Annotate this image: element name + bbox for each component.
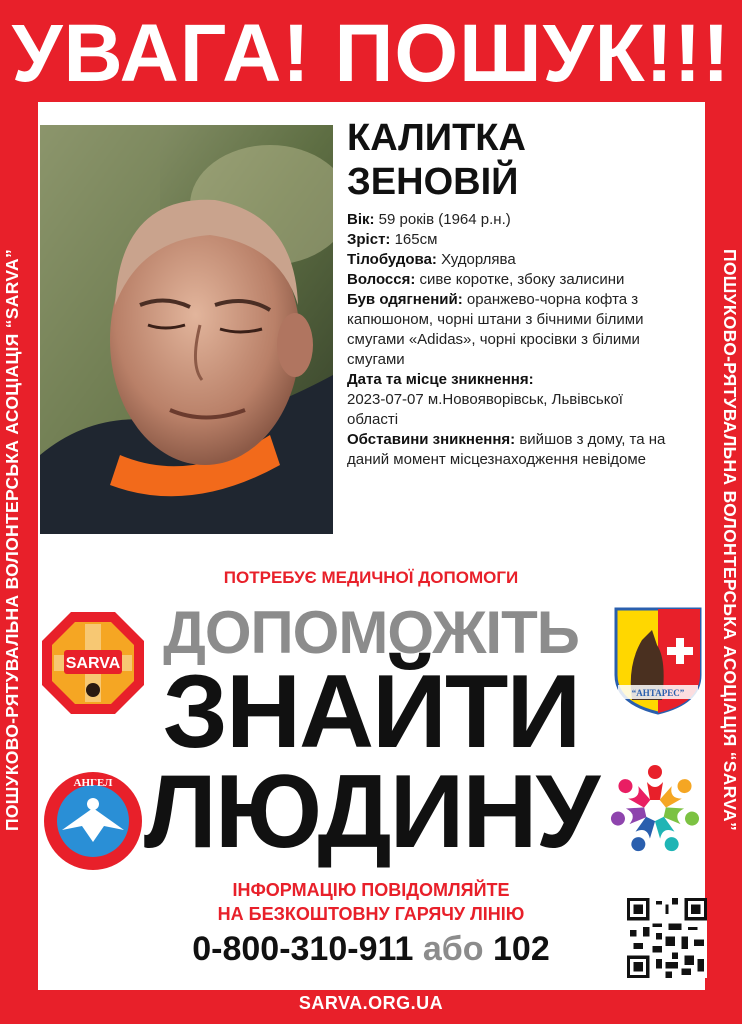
community-logo xyxy=(605,760,705,860)
person-name xyxy=(347,116,526,204)
inform-line-1: ІНФОРМАЦІЮ ПОВІДОМЛЯЙТЕ xyxy=(232,880,510,900)
svg-text:“АНТАРЕС”: “АНТАРЕС” xyxy=(631,688,685,698)
detail-build: Тілобудова: Худорлява xyxy=(347,251,516,268)
side-text-left: ПОШУКОВО-РЯТУВАЛЬНА ВОЛОНТЕРСЬКА АСОЦІАЦІЯ “SARVA” xyxy=(2,248,22,832)
find-heading: ЗНАЙТИ xyxy=(162,654,580,770)
person-given-name: ЗЕНОВІЙ xyxy=(347,161,519,203)
website-link[interactable]: SARVA.ORG.UA xyxy=(298,993,444,1013)
angel-logo xyxy=(42,770,144,872)
hotline-or: або xyxy=(422,930,484,968)
detail-circumstances: Обставини зникнення: вийшов з дому, та на даний момент місцезнаходження невідоме xyxy=(347,431,666,468)
person-details xyxy=(347,210,677,470)
detail-clothing: Був одягнений: оранжево-чорна кофта з капюшоном, чорні штани з бічними білими смугами «Adidas», чорні кросівки з білими смугами xyxy=(347,291,644,368)
help-heading: ДОПОМОЖІТЬ xyxy=(163,599,579,666)
person-heading: ЛЮДИНУ xyxy=(143,754,599,870)
detail-height: Зріст: 165см xyxy=(347,231,438,248)
side-text-right: ПОШУКОВО-РЯТУВАЛЬНА ВОЛОНТЕРСЬКА АСОЦІАЦІЯ “SARVA” xyxy=(720,248,740,832)
antares-logo xyxy=(612,605,704,715)
hotline-number[interactable]: 0-800-310-911 xyxy=(192,930,414,968)
sarva-logo xyxy=(40,610,146,716)
poster-headline: УВАГА! ПОШУК!!! xyxy=(11,8,731,99)
person-photo xyxy=(40,125,333,534)
person-surname: КАЛИТКА xyxy=(347,117,526,159)
inform-line-2: НА БЕЗКОШТОВНУ ГАРЯЧУ ЛІНІЮ xyxy=(217,904,525,924)
detail-missing-date-place: 2023-07-07 м.Новояворівськ, Львівської області xyxy=(347,391,623,428)
detail-age: Вік: 59 років (1964 р.н.) xyxy=(347,211,511,228)
qr-code[interactable] xyxy=(627,898,707,978)
detail-hair: Волосся: сиве коротке, збоку залисини xyxy=(347,271,625,288)
hotline-alt-number[interactable]: 102 xyxy=(493,930,550,968)
detail-missing-label: Дата та місце зникнення: xyxy=(347,371,534,388)
svg-text:АНГЕЛ: АНГЕЛ xyxy=(73,777,113,789)
medical-help-notice: ПОТРЕБУЄ МЕДИЧНОЇ ДОПОМОГИ xyxy=(223,568,519,587)
svg-text:SARVA: SARVA xyxy=(65,655,121,672)
